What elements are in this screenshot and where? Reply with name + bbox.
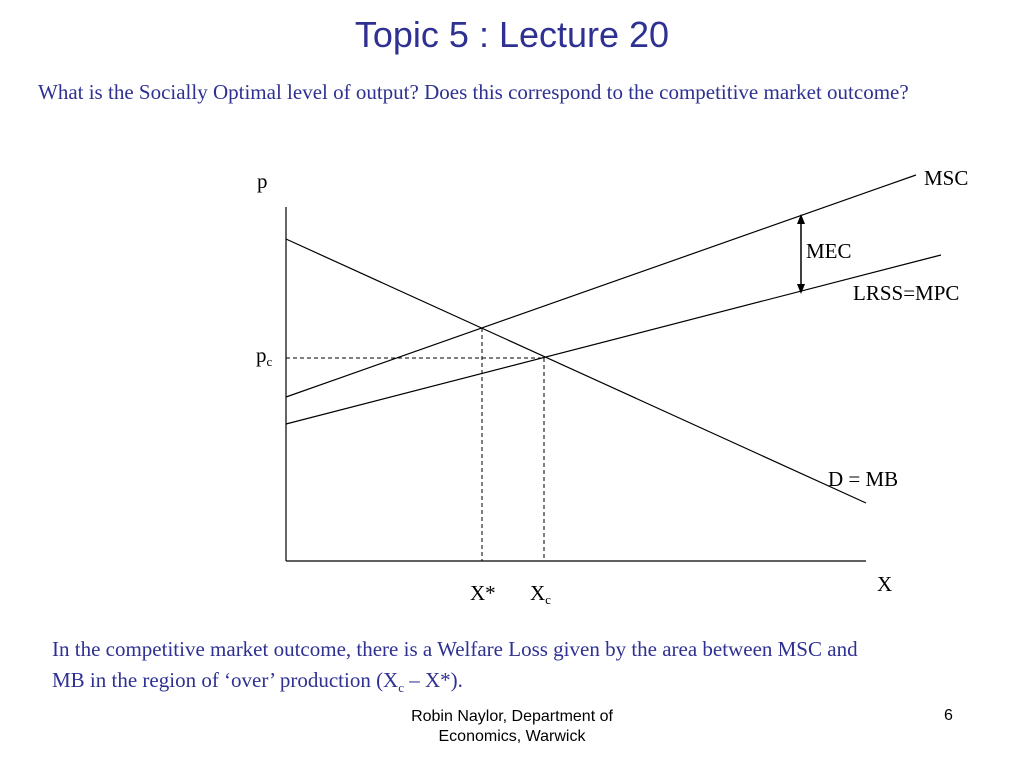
welfare-loss-subscript: c bbox=[398, 680, 405, 696]
welfare-loss-line-2 bbox=[52, 665, 1024, 703]
xc-label-main: X bbox=[530, 581, 546, 605]
footer-line-1: Robin Naylor, Department of bbox=[411, 708, 613, 725]
welfare-loss-line-1: In the competitive market outcome, there is a Welfare Loss given by the area between MSC and bbox=[52, 637, 858, 661]
mec-arrow-head-bottom bbox=[797, 284, 805, 294]
pc-label-sub: c bbox=[266, 354, 273, 369]
demand-label: D = MB bbox=[828, 467, 899, 491]
mec-arrow-head-top bbox=[797, 214, 805, 224]
mec-label: MEC bbox=[806, 239, 852, 263]
slide-title: Topic 5 : Lecture 20 bbox=[354, 14, 670, 55]
xstar-label: X* bbox=[470, 581, 496, 605]
footer-author bbox=[362, 707, 662, 747]
page-number: 6 bbox=[944, 707, 953, 724]
pc-label bbox=[256, 343, 273, 369]
question-text: What is the Socially Optimal level of output? Does this correspond to the competitive market outcome? bbox=[38, 80, 909, 104]
xc-label bbox=[530, 581, 551, 607]
mpc-curve bbox=[286, 255, 941, 424]
xc-label-sub: c bbox=[545, 592, 551, 607]
welfare-loss-line-2a: MB in the region of ‘over’ production (X bbox=[52, 668, 399, 692]
footer-line-2: Economics, Warwick bbox=[438, 728, 586, 745]
x-axis-label: X bbox=[877, 572, 893, 596]
mpc-label: LRSS=MPC bbox=[853, 281, 960, 305]
msc-label: MSC bbox=[924, 166, 969, 190]
welfare-loss-text bbox=[52, 634, 1024, 703]
welfare-loss-line-2b: – X*). bbox=[404, 668, 463, 692]
demand-curve bbox=[286, 239, 866, 503]
y-axis-label: p bbox=[257, 169, 268, 193]
pc-label-main: p bbox=[256, 343, 267, 367]
